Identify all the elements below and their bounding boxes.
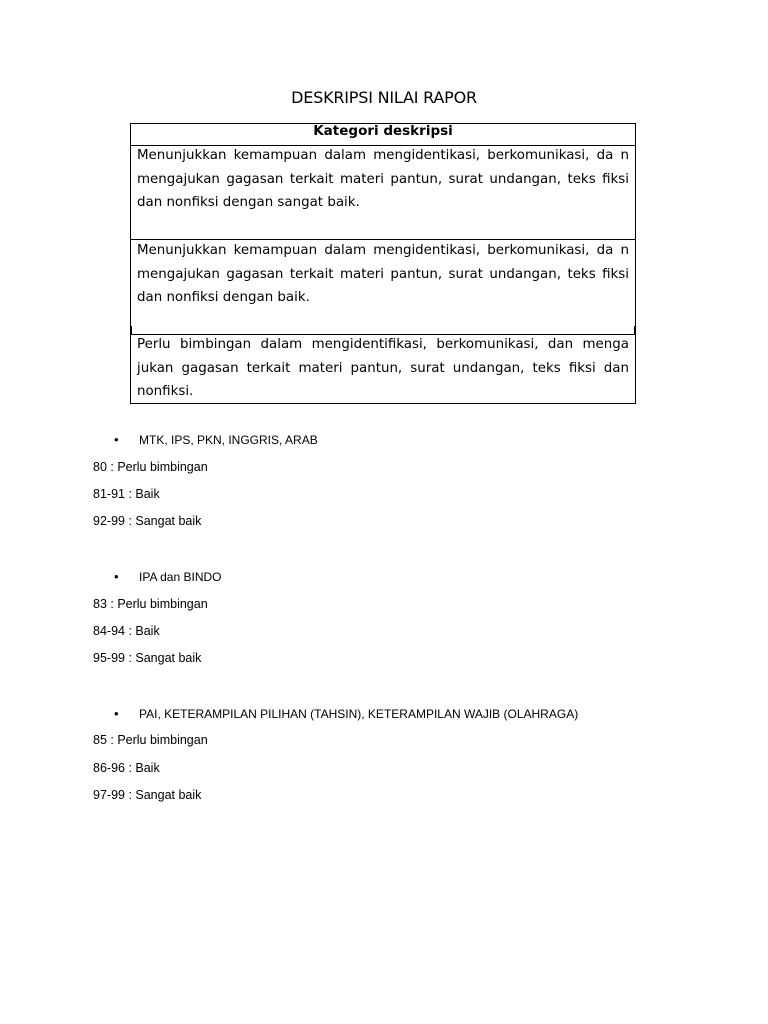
subject-group-1 xyxy=(114,432,318,447)
description-table xyxy=(130,123,636,404)
table-row-very-good: Menunjukkan kemampuan dalam mengidentikasi, berkomunikasi, da n mengajukan gagasan terkait materi pantun, surat undangan, teks fiksi dan nonfiksi dengan sangat baik. xyxy=(131,144,635,240)
range-very-good: 97-99 : Sangat baik xyxy=(93,788,202,802)
subject-group-2 xyxy=(114,569,221,584)
subject-group-3 xyxy=(114,706,578,721)
table-row-good: Menunjukkan kemampuan dalam mengidentikasi, berkomunikasi, da n mengajukan gagasan terkait materi pantun, surat undangan, teks fiksi dan nonfiksi dengan baik. xyxy=(137,243,629,305)
range-good: 84-94 : Baik xyxy=(93,624,160,638)
table-header: Kategori deskripsi xyxy=(131,124,635,146)
table-row-needs-guidance: Perlu bimbingan dalam mengidentifikasi, berkomunikasi, dan menga jukan gagasan terkait materi pantun, surat undangan, teks fiksi dan nonfiksi. xyxy=(137,337,629,399)
subject-list: MTK, IPS, PKN, INGGRIS, ARAB xyxy=(139,433,318,447)
bullet-icon: • xyxy=(114,569,119,584)
bullet-icon: • xyxy=(114,432,119,447)
range-needs-guidance: 80 : Perlu bimbingan xyxy=(93,460,208,474)
range-needs-guidance: 85 : Perlu bimbingan xyxy=(93,733,208,747)
bullet-icon: • xyxy=(114,706,119,721)
subject-list: PAI, KETERAMPILAN PILIHAN (TAHSIN), KETERAMPILAN WAJIB (OLAHRAGA) xyxy=(139,707,579,721)
subject-list: IPA dan BINDO xyxy=(139,570,222,584)
range-very-good: 92-99 : Sangat baik xyxy=(93,514,202,528)
range-good: 86-96 : Baik xyxy=(93,761,160,775)
range-needs-guidance: 83 : Perlu bimbingan xyxy=(93,597,208,611)
range-very-good: 95-99 : Sangat baik xyxy=(93,651,202,665)
document-title: DESKRIPSI NILAI RAPOR xyxy=(291,88,477,107)
range-good: 81-91 : Baik xyxy=(93,487,160,501)
